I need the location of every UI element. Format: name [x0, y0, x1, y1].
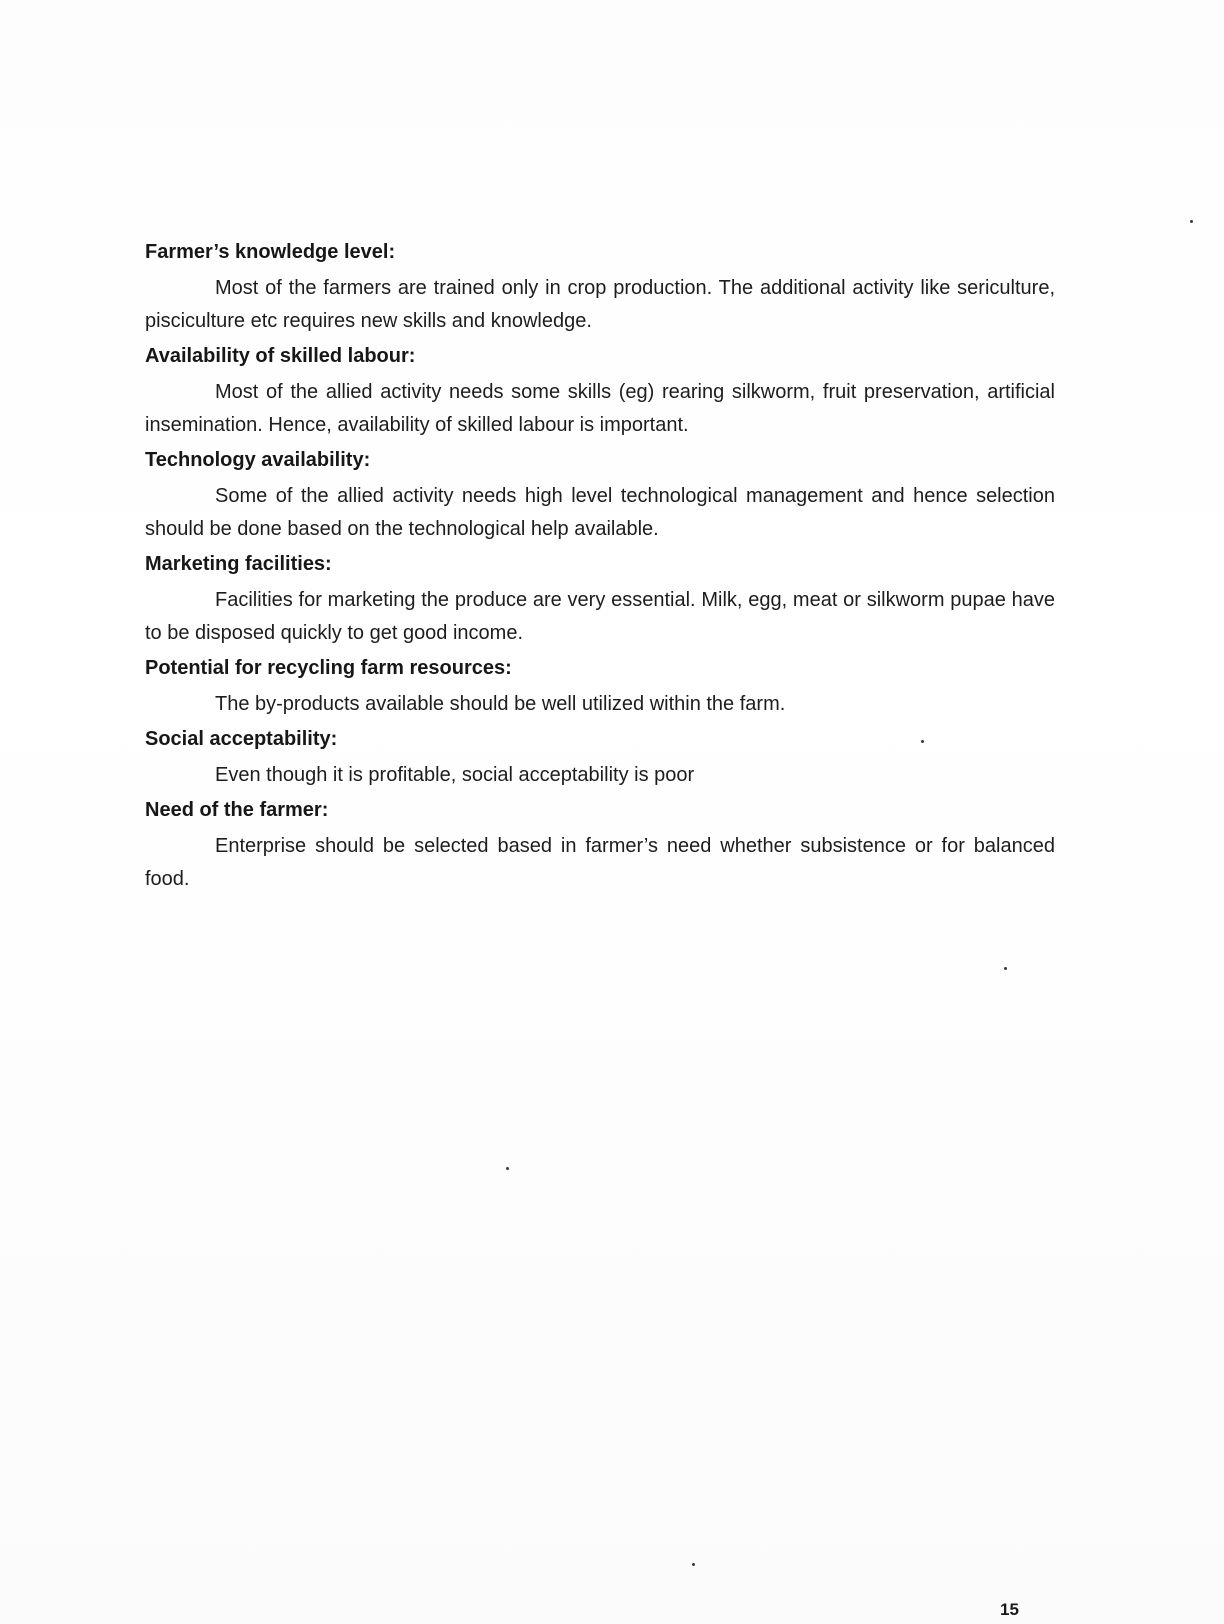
- section-skilled-labour: [145, 344, 1055, 442]
- page-content: [145, 240, 1055, 902]
- section-paragraph: Most of the farmers are trained only in crop production. The additional activity like sericulture, pisciculture etc requires new skills and knowledge.: [145, 277, 1055, 332]
- section-paragraph: Facilities for marketing the produce are very essential. Milk, egg, meat or silkworm pupae have to be disposed quickly to get good income.: [145, 589, 1055, 644]
- section-farmers-knowledge: [145, 240, 1055, 338]
- section-heading: Technology availability:: [145, 449, 371, 471]
- section-heading: Farmer’s knowledge level:: [145, 241, 396, 263]
- section-heading: Availability of skilled labour:: [145, 345, 416, 367]
- section-heading: Potential for recycling farm resources:: [145, 657, 512, 679]
- section-paragraph: Most of the allied activity needs some skills (eg) rearing silkworm, fruit preservation, artificial insemination. Hence, availability of skilled labour is important.: [145, 381, 1055, 436]
- section-paragraph: Even though it is profitable, social acceptability is poor: [215, 764, 695, 786]
- scan-speck: [1004, 967, 1007, 970]
- scan-speck: [921, 740, 924, 743]
- section-paragraph: Enterprise should be selected based in farmer’s need whether subsistence or for balanced food.: [145, 835, 1055, 890]
- section-recycling-resources: [145, 656, 1055, 721]
- scan-speck: [506, 1167, 509, 1170]
- page-number: 15: [1000, 1600, 1019, 1619]
- section-paragraph: Some of the allied activity needs high level technological management and hence selection should be done based on the technological help available.: [145, 485, 1055, 540]
- section-heading: Social acceptability:: [145, 728, 338, 750]
- section-social-acceptability: [145, 727, 1055, 792]
- section-paragraph: The by-products available should be well utilized within the farm.: [215, 693, 786, 715]
- scan-speck: [1190, 220, 1193, 223]
- section-heading: Need of the farmer:: [145, 799, 329, 821]
- section-marketing-facilities: [145, 552, 1055, 650]
- section-need-of-farmer: [145, 798, 1055, 896]
- section-heading: Marketing facilities:: [145, 553, 332, 575]
- section-technology-availability: [145, 448, 1055, 546]
- scan-speck: [692, 1563, 695, 1566]
